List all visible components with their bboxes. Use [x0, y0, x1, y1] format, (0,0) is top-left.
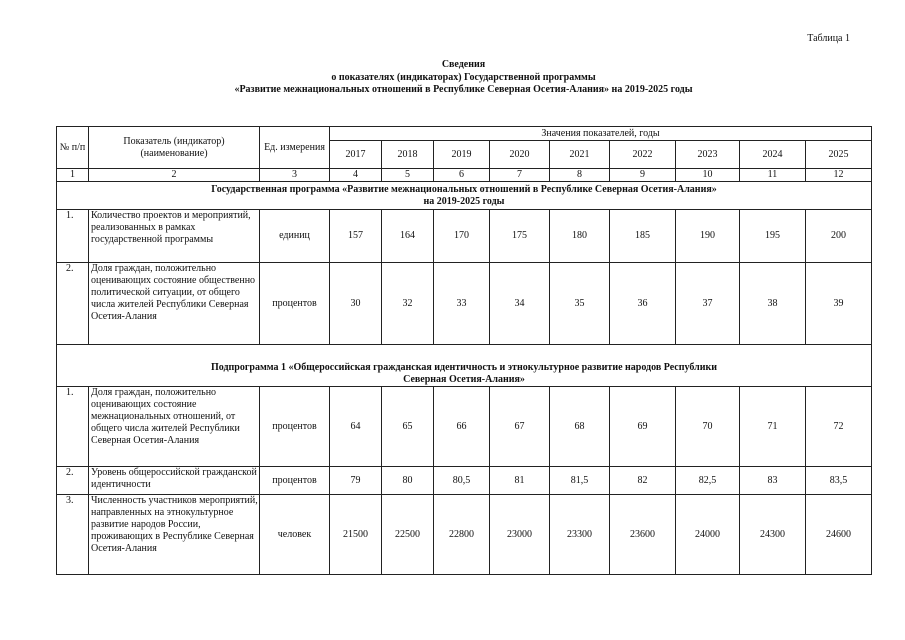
column-number: 7 — [490, 169, 550, 182]
heading-line-3: «Развитие межнациональных отношений в Республике Северная Осетия-Алания» на 2019-2025 годы — [234, 84, 693, 95]
year-header: 2023 — [676, 141, 740, 169]
row-value: 79 — [330, 467, 382, 495]
row-value: 70 — [676, 387, 740, 467]
row-value: 83,5 — [806, 467, 872, 495]
subprogram-title-row — [57, 345, 872, 387]
row-value: 200 — [806, 210, 872, 263]
row-value: 180 — [550, 210, 610, 263]
row-value: 22800 — [434, 495, 490, 575]
header-row-1 — [57, 127, 872, 141]
header-values-group: Значения показателей, годы — [330, 127, 872, 141]
year-header: 2021 — [550, 141, 610, 169]
row-indicator: Численность участников мероприятий, направленных на этнокультурное развитие народов России, проживающих в Республике Северная Осетия-Алания — [89, 495, 260, 575]
row-indicator: Доля граждан, положительно оценивающих состояние межнациональных отношений, от общего числа жителей Республики Северная Осетия-Алания — [89, 387, 260, 467]
column-number: 8 — [550, 169, 610, 182]
subprogram-title-line-1: Подпрограмма 1 «Общероссийская гражданская идентичность и этнокультурное развитие народов Республики — [211, 362, 718, 373]
header-num: № п/п — [57, 127, 89, 169]
row-number: 2. — [57, 263, 89, 345]
row-value: 185 — [610, 210, 676, 263]
row-value: 22500 — [382, 495, 434, 575]
row-number: 1. — [57, 210, 89, 263]
row-value: 72 — [806, 387, 872, 467]
row-value: 39 — [806, 263, 872, 345]
row-value: 23300 — [550, 495, 610, 575]
row-value: 175 — [490, 210, 550, 263]
year-header: 2025 — [806, 141, 872, 169]
row-indicator: Количество проектов и мероприятий, реализованных в рамках государственной программы — [89, 210, 260, 263]
row-number: 1. — [57, 387, 89, 467]
row-value: 80,5 — [434, 467, 490, 495]
row-value: 36 — [610, 263, 676, 345]
row-value: 170 — [434, 210, 490, 263]
row-number: 3. — [57, 495, 89, 575]
row-value: 164 — [382, 210, 434, 263]
column-number: 6 — [434, 169, 490, 182]
row-value: 23600 — [610, 495, 676, 575]
row-value: 68 — [550, 387, 610, 467]
document-heading — [56, 59, 871, 97]
row-value: 83 — [740, 467, 806, 495]
row-value: 32 — [382, 263, 434, 345]
subprogram-title — [57, 345, 872, 387]
row-value: 69 — [610, 387, 676, 467]
column-number: 2 — [89, 169, 260, 182]
section-title-row — [57, 182, 872, 210]
row-unit: человек — [260, 495, 330, 575]
row-value: 190 — [676, 210, 740, 263]
header-unit: Ед. измерения — [260, 127, 330, 169]
year-header: 2020 — [490, 141, 550, 169]
row-value: 66 — [434, 387, 490, 467]
row-value: 34 — [490, 263, 550, 345]
row-value: 157 — [330, 210, 382, 263]
header-indicator: Показатель (индикатор) (наименование) — [89, 127, 260, 169]
section-title — [57, 182, 872, 210]
row-value: 81,5 — [550, 467, 610, 495]
row-unit: единиц — [260, 210, 330, 263]
row-value: 30 — [330, 263, 382, 345]
row-value: 33 — [434, 263, 490, 345]
row-unit: процентов — [260, 387, 330, 467]
table-row — [57, 210, 872, 263]
row-value: 65 — [382, 387, 434, 467]
column-number: 3 — [260, 169, 330, 182]
table-label: Таблица 1 — [807, 33, 850, 44]
row-value: 24600 — [806, 495, 872, 575]
row-value: 23000 — [490, 495, 550, 575]
year-header: 2017 — [330, 141, 382, 169]
row-value: 67 — [490, 387, 550, 467]
column-number-row — [57, 169, 872, 182]
year-header: 2019 — [434, 141, 490, 169]
row-value: 24300 — [740, 495, 806, 575]
row-value: 82 — [610, 467, 676, 495]
row-unit: процентов — [260, 263, 330, 345]
row-value: 82,5 — [676, 467, 740, 495]
column-number: 11 — [740, 169, 806, 182]
row-value: 38 — [740, 263, 806, 345]
table-row — [57, 263, 872, 345]
row-value: 21500 — [330, 495, 382, 575]
table-row — [57, 467, 872, 495]
section-title-line-1: Государственная программа «Развитие межнациональных отношений в Республике Северная Осетия-Алания» — [211, 183, 717, 195]
indicators-table — [56, 126, 872, 575]
row-value: 71 — [740, 387, 806, 467]
row-value: 195 — [740, 210, 806, 263]
section-title-line-2: на 2019-2025 годы — [423, 195, 505, 207]
year-header: 2024 — [740, 141, 806, 169]
row-number: 2. — [57, 467, 89, 495]
column-number: 1 — [57, 169, 89, 182]
column-number: 10 — [676, 169, 740, 182]
row-value: 37 — [676, 263, 740, 345]
year-header: 2022 — [610, 141, 676, 169]
row-value: 81 — [490, 467, 550, 495]
year-header: 2018 — [382, 141, 434, 169]
table-row — [57, 387, 872, 467]
row-value: 80 — [382, 467, 434, 495]
row-value: 35 — [550, 263, 610, 345]
row-unit: процентов — [260, 467, 330, 495]
column-number: 4 — [330, 169, 382, 182]
row-value: 24000 — [676, 495, 740, 575]
subprogram-title-line-2: Северная Осетия-Алания» — [403, 374, 525, 385]
row-value: 64 — [330, 387, 382, 467]
column-number: 5 — [382, 169, 434, 182]
column-number: 12 — [806, 169, 872, 182]
column-number: 9 — [610, 169, 676, 182]
heading-line-1: Сведения — [441, 59, 486, 70]
row-indicator: Уровень общероссийской гражданской идентичности — [89, 467, 260, 495]
heading-line-2: о показателях (индикаторах) Государственной программы — [331, 71, 596, 83]
row-indicator: Доля граждан, положительно оценивающих состояние общественно политической ситуации, от общего числа жителей Республики Северная Осетия-Алания — [89, 263, 260, 345]
table-row — [57, 495, 872, 575]
